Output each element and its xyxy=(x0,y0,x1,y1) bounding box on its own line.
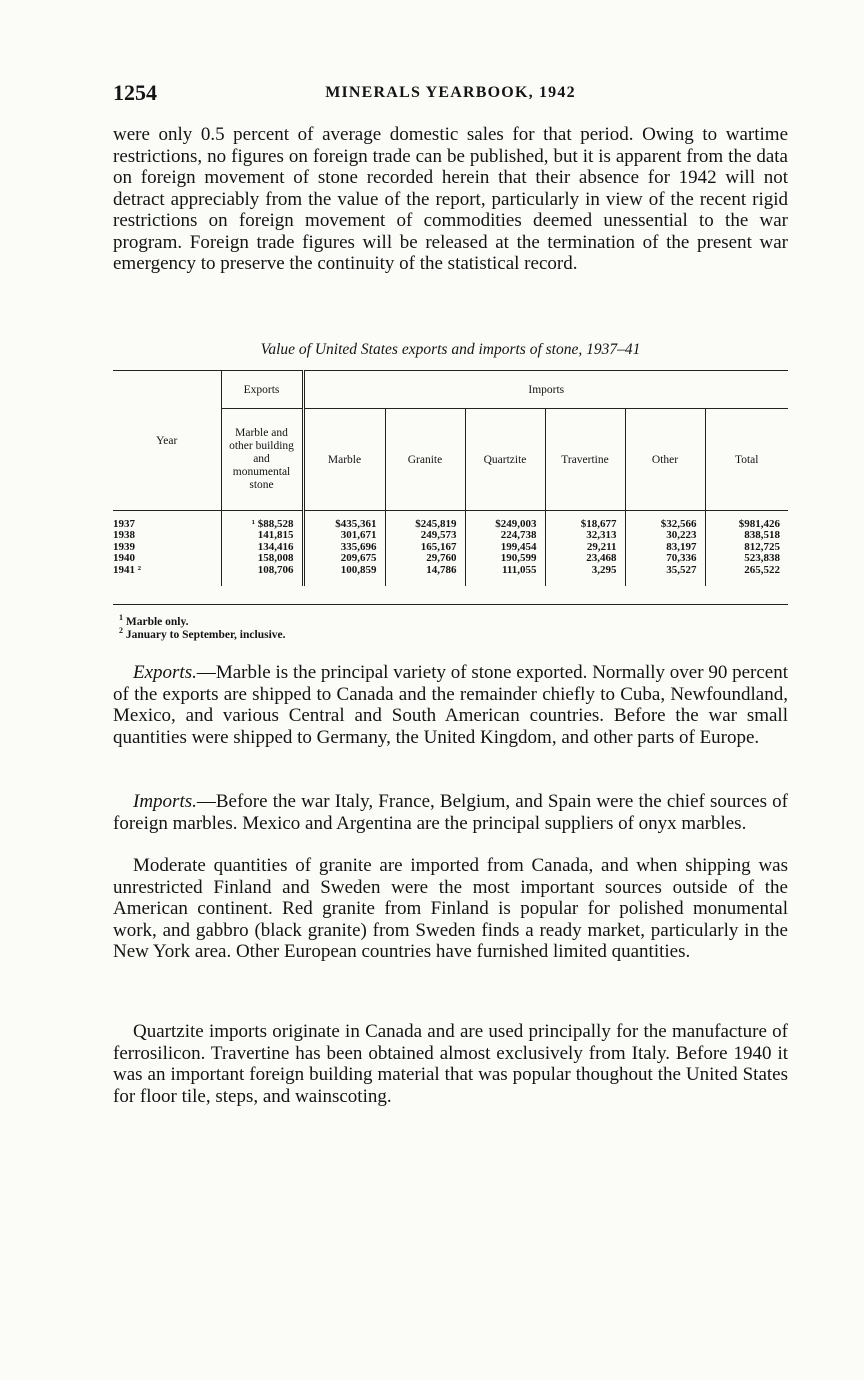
table-row xyxy=(113,530,788,542)
granite-cell: 165,167 xyxy=(385,542,465,554)
exports-text: —Marble is the principal variety of stone exported. Normally over 90 percent of the exports are shipped to Canada and the remainder chiefly to Cuba, Newfoundland, Mexico, and various Central and South American countries. Before the war small quantities were shipped to Germany, the United Kingdom, and other parts of Europe. xyxy=(113,662,788,748)
header-travertine: Travertine xyxy=(545,409,625,511)
footnote-1-mark: 1 xyxy=(119,613,123,622)
marble-cell: 100,859 xyxy=(303,565,385,577)
header-imports-group: Imports xyxy=(303,371,788,409)
total-cell: 838,518 xyxy=(705,530,788,542)
header-year: Year xyxy=(113,371,221,511)
travertine-cell: $18,677 xyxy=(545,519,625,531)
total-cell: 812,725 xyxy=(705,542,788,554)
header-quartzite: Quartzite xyxy=(465,409,545,511)
marble-cell: 301,671 xyxy=(303,530,385,542)
year-cell: 1939 xyxy=(113,540,135,553)
quartzite-cell: 190,599 xyxy=(465,553,545,565)
exports-cell: 134,416 xyxy=(221,542,303,554)
other-cell: 83,197 xyxy=(625,542,705,554)
travertine-cell: 32,313 xyxy=(545,530,625,542)
quartzite-cell: 224,738 xyxy=(465,530,545,542)
total-cell: 523,838 xyxy=(705,553,788,565)
quartzite-cell: 111,055 xyxy=(465,565,545,577)
header-granite: Granite xyxy=(385,409,465,511)
header-total: Total xyxy=(705,409,788,511)
quartzite-paragraph: Quartzite imports originate in Canada and are used principally for the manufacture of ferrosilicon. Travertine has been obtained almost exclusively from Italy. Before 1940 it was an important foreign building material that was popular thoughout the United States for floor tile, steps, and wainscoting. xyxy=(113,1021,788,1107)
header-other: Other xyxy=(625,409,705,511)
table-row xyxy=(113,565,788,577)
granite-cell: 29,760 xyxy=(385,553,465,565)
exports-heading: Exports. xyxy=(133,662,197,683)
total-cell: 265,522 xyxy=(705,565,788,577)
imports-text: —Before the war Italy, France, Belgium, and Spain were the chief sources of foreign marbles. Mexico and Argentina are the principal suppliers of onyx marbles. xyxy=(113,791,788,834)
page-header xyxy=(113,80,788,106)
footnote-2 xyxy=(119,626,286,641)
travertine-cell: 3,295 xyxy=(545,565,625,577)
page-number: 1254 xyxy=(113,80,157,105)
total-cell: $981,426 xyxy=(705,519,788,531)
granite-cell: 249,573 xyxy=(385,530,465,542)
other-cell: 70,336 xyxy=(625,553,705,565)
table-bottom-rule xyxy=(113,604,788,605)
header-marble: Marble xyxy=(303,409,385,511)
header-exports-col: Marble and other building and monumental stone xyxy=(221,409,303,511)
imports-heading: Imports. xyxy=(133,791,197,812)
granite-paragraph: Moderate quantities of granite are imported from Canada, and when shipping was unrestricted Finland and Sweden were the most important sources outside of the American continent. Red granite from Finland is popular for polished monumental work, and gabbro (black granite) from Sweden finds a ready market, particularly in the New York area. Other European countries have furnished limited quantities. xyxy=(113,855,788,962)
marble-cell: 209,675 xyxy=(303,553,385,565)
footnote-1-text: Marble only. xyxy=(125,615,189,628)
exports-cell: ¹ $88,528 xyxy=(221,519,303,531)
running-title: MINERALS YEARBOOK, 1942 xyxy=(325,84,576,101)
table-row xyxy=(113,553,788,565)
intro-paragraph: were only 0.5 percent of average domestic sales for that period. Owing to wartime restrictions, no figures on foreign trade can be published, but it is apparent from the data on foreign movement of stone recorded herein that their absence for 1942 will not detract appreciably from the value of the report, particularly in view of the recent rigid restrictions on foreign movement of commodities deemed unessential to the war program. Foreign trade figures will be released at the termination of the present war emergency to preserve the continuity of the statistical record. xyxy=(113,124,788,274)
year-cell: 1941 ² xyxy=(113,563,142,576)
exports-cell: 141,815 xyxy=(221,530,303,542)
granite-cell: 14,786 xyxy=(385,565,465,577)
footnote-2-text: January to September, inclusive. xyxy=(125,628,286,641)
quartzite-cell: 199,454 xyxy=(465,542,545,554)
marble-cell: 335,696 xyxy=(303,542,385,554)
footnote-2-mark: 2 xyxy=(119,626,123,635)
travertine-cell: 29,211 xyxy=(545,542,625,554)
other-cell: 35,527 xyxy=(625,565,705,577)
imports-paragraph xyxy=(113,791,788,834)
exports-paragraph xyxy=(113,662,788,748)
travertine-cell: 23,468 xyxy=(545,553,625,565)
year-cell: 1938 xyxy=(113,529,135,541)
exports-cell: 108,706 xyxy=(221,565,303,577)
year-cell: 1937 xyxy=(113,517,135,530)
quartzite-cell: $249,003 xyxy=(465,519,545,531)
other-cell: $32,566 xyxy=(625,519,705,531)
header-exports-group: Exports xyxy=(221,371,303,409)
stone-trade-table xyxy=(113,370,788,586)
marble-cell: $435,361 xyxy=(303,519,385,531)
table-caption: Value of United States exports and imports of stone, 1937–41 xyxy=(260,341,641,358)
year-cell: 1940 xyxy=(113,552,135,564)
granite-cell: $245,819 xyxy=(385,519,465,531)
exports-cell: 158,008 xyxy=(221,553,303,565)
other-cell: 30,223 xyxy=(625,530,705,542)
